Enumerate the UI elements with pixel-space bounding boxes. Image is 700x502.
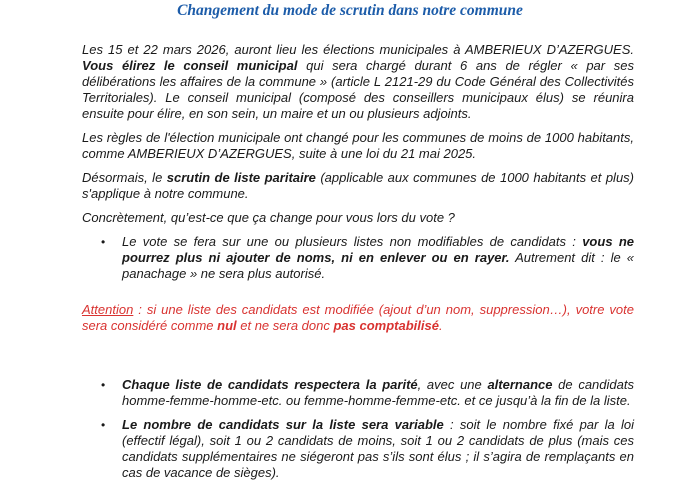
text-run: : si une liste des candidats est modifiée (ajout d’un nom, suppression…), votre vote sera considéré comme [82, 302, 634, 333]
text-run: vous ne pourrez plus ni ajouter de noms, ni en enlever ou en rayer. [122, 234, 635, 265]
text-run: Vous élirez le conseil municipal [82, 58, 298, 73]
text-run: Autrement dit : le « panachage » ne sera plus autorisé. [122, 250, 634, 281]
paragraph-rules-changed [82, 130, 634, 162]
text-run: et ne sera donc [236, 318, 334, 333]
text-run: Le nombre de candidats sur la liste sera variable [122, 417, 444, 432]
bullet-item-nombre-candidats [82, 417, 634, 481]
text-run: Les règles de l'élection municipale ont changé pour les communes de moins de 1000 habitants, comme AMBERIEUX D’AZERGUES, suite à une loi du 21 mai 2025. [82, 130, 634, 161]
text-run: nul [217, 318, 237, 333]
attention-note [82, 302, 634, 334]
paragraph-elections-intro [82, 42, 634, 122]
bullet-text-nombre-candidats [122, 417, 634, 481]
document-page [0, 2, 700, 502]
bullet-item-listes-non-modifiables [82, 234, 634, 282]
bullet-dot-icon: • [101, 235, 106, 249]
paragraph-question-vote [82, 210, 634, 226]
text-run: Désormais, le [82, 170, 167, 185]
text-run: (applicable aux communes de 1000 habitants et plus) s'applique à notre commune. [82, 170, 635, 201]
text-run: scrutin de liste paritaire [166, 170, 316, 185]
bullet-text-parite [122, 377, 634, 409]
bullet-item-parite [82, 377, 634, 409]
text-run: Concrètement, qu’est-ce que ça change pour vous lors du vote ? [82, 210, 455, 225]
paragraph-scrutin-paritaire [82, 170, 634, 202]
text-run: Attention [82, 302, 134, 317]
text-run: : soit le nombre fixé par la loi (effectif légal), soit 1 ou 2 candidats de moins, soit 1 ou 2 candidats de plus (mais ces candidats supplémentaires ne siégeront pas s’ils sont élus ; il s’agira de remplaçants en cas de vacance de sièges). [122, 417, 634, 480]
text-run: Le vote se fera sur une ou plusieurs listes non modifiables de candidats : [122, 234, 583, 249]
text-run: , avec une [417, 377, 488, 392]
document-body [0, 20, 700, 481]
text-run: de candidats homme-femme-homme-etc. ou femme-homme-femme-etc. et ce jusqu’à la fin de la liste. [122, 377, 634, 408]
text-run: Les 15 et 22 mars 2026, auront lieu les élections municipales à AMBERIEUX D’AZERGUES. [82, 42, 634, 57]
text-run: Chaque liste de candidats respectera la parité [122, 377, 418, 392]
document-title: Changement du mode de scrutin dans notre commune [177, 2, 523, 19]
text-run: . [438, 318, 443, 333]
bullet-text-listes-non-modifiables [122, 234, 634, 282]
text-run: pas comptabilisé [333, 318, 439, 333]
bullet-dot-icon: • [101, 378, 106, 392]
bullet-dot-icon: • [101, 418, 106, 432]
text-run: qui sera chargé durant 6 ans de régler « par ses délibérations les affaires de la commune » (article L 2121-29 du Code Général des Collectivités Territoriales). Le conseil municipal (composé des conseillers municipaux élus) se réunira ensuite pour élire, en son sein, un maire et un ou plusieurs adjoints. [82, 58, 634, 121]
text-run: alternance [487, 377, 553, 392]
